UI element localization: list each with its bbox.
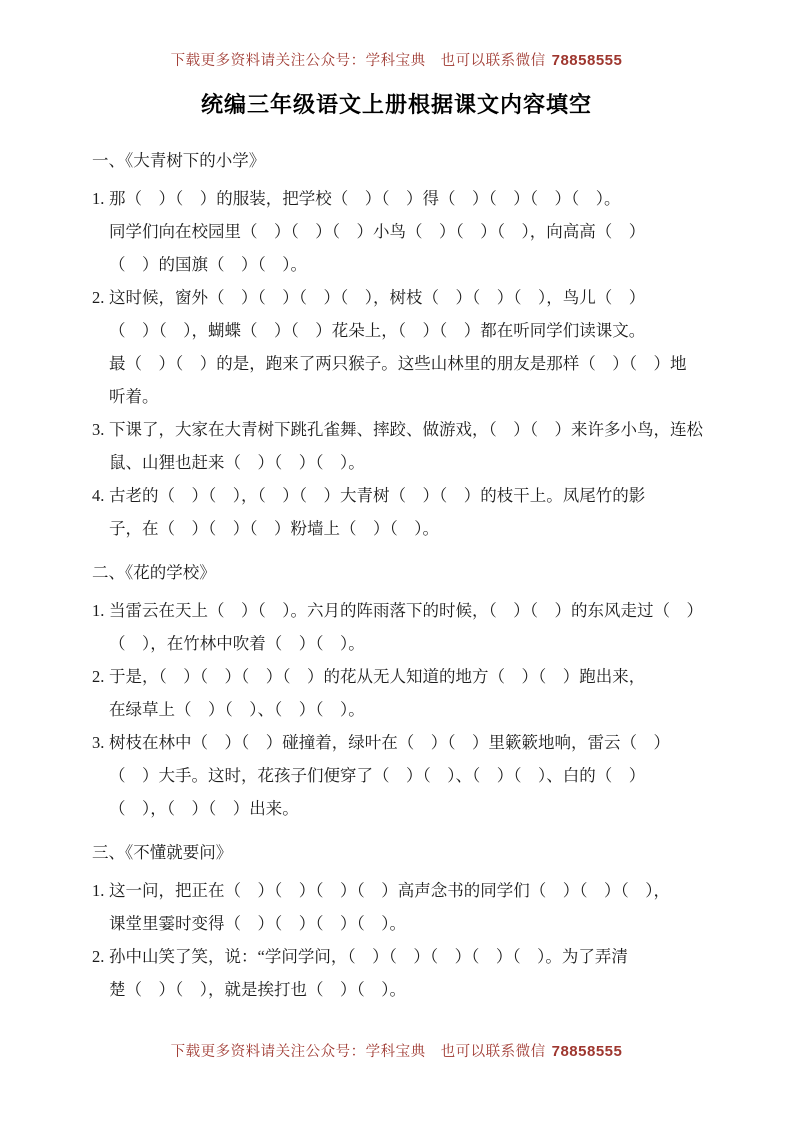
item-text: 树枝在林中（ ）（ ）碰撞着，绿叶在（ ）（ ）里簌簌地响，雷云（ ） (109, 733, 670, 752)
exercise-item (92, 940, 715, 1006)
item-line (92, 281, 715, 314)
item-line: 子，在（ ）（ ）（ ）粉墙上（ ）（ ）。 (109, 519, 439, 538)
exercise-item (92, 281, 715, 413)
header-promo-text: 下载更多资料请关注公众号：学科宝典 也可以联系微信 (170, 53, 546, 69)
item-line (92, 594, 715, 627)
worksheet-body (0, 144, 793, 1006)
item-text: 孙中山笑了笑，说：“学问学问，（ ）（ ）（ ）（ ）（ ）。为了弄清 (109, 947, 628, 966)
exercise-item (92, 594, 715, 660)
item-text: 当雷云在天上（ ）（ ）。六月的阵雨落下的时候，（ ）（ ）的东风走过（ ） (109, 601, 703, 620)
page-title: 统编三年级语文上册根据课文内容填空 (200, 92, 592, 117)
exercise-item (92, 726, 715, 825)
exercise-item (92, 479, 715, 545)
item-line: （ ）大手。这时，花孩子们便穿了（ ）（ ）、（ ）（ ）、白的（ ） (109, 766, 646, 785)
item-line (92, 874, 715, 907)
exercise-item (92, 660, 715, 726)
doc-header (0, 49, 793, 70)
item-text: 这时候，窗外（ ）（ ）（ ）（ ），树枝（ ）（ ）（ ），鸟儿（ ） (109, 288, 646, 307)
section-2 (92, 556, 715, 825)
item-line: （ ）（ ），蝴蝶（ ）（ ）花朵上，（ ）（ ）都在听同学们读课文。 (109, 321, 646, 340)
item-number: 1. (92, 881, 105, 900)
item-number: 2. (92, 667, 105, 686)
item-line: （ ），在竹林中吹着（ ）（ ）。 (109, 634, 365, 653)
item-line: 鼠、山狸也赶来（ ）（ ）（ ）。 (109, 453, 365, 472)
item-line: 同学们向在校园里（ ）（ ）（ ）小鸟（ ）（ ）（ ），向高高（ ） (109, 222, 646, 241)
item-text: 于是，（ ）（ ）（ ）（ ）的花从无人知道的地方（ ）（ ）跑出来， (109, 667, 646, 686)
item-line: 课堂里霎时变得（ ）（ ）（ ）（ ）。 (109, 914, 406, 933)
section-heading: 一、《大青树下的小学》 (92, 151, 266, 170)
item-line (92, 726, 715, 759)
item-line: （ ）的国旗（ ）（ ）。 (109, 255, 307, 274)
item-number: 1. (92, 189, 105, 208)
item-text: 下课了，大家在大青树下跳孔雀舞、摔跤、做游戏，（ ）（ ）来许多小鸟，连松 (109, 420, 703, 439)
item-number: 4. (92, 486, 105, 505)
section-1 (92, 144, 715, 545)
item-line: 在绿草上（ ）（ ）、（ ）（ ）。 (109, 700, 365, 719)
exercise-item (92, 874, 715, 940)
exercise-item (92, 182, 715, 281)
item-line (92, 479, 715, 512)
footer-promo-text: 下载更多资料请关注公众号：学科宝典 也可以联系微信 (170, 1044, 546, 1060)
doc-footer (0, 1040, 793, 1061)
header-wechat-number: 78858555 (551, 52, 623, 69)
item-text: 这一问，把正在（ ）（ ）（ ）（ ）高声念书的同学们（ ）（ ）（ ）， (109, 881, 670, 900)
item-line: 楚（ ）（ ），就是挨打也（ ）（ ）。 (109, 980, 406, 999)
exercise-item (92, 413, 715, 479)
item-number: 3. (92, 420, 105, 439)
item-line: （ ），（ ）（ ）出来。 (109, 799, 299, 818)
footer-wechat-number: 78858555 (551, 1043, 623, 1060)
item-number: 2. (92, 288, 105, 307)
item-text: 古老的（ ）（ ），（ ）（ ）大青树（ ）（ ）的枝干上。凤尾竹的影 (109, 486, 646, 505)
item-text: 那（ ）（ ）的服装，把学校（ ）（ ）得（ ）（ ）（ ）（ ）。 (109, 189, 621, 208)
item-line (92, 413, 715, 446)
item-line (92, 182, 715, 215)
section-3 (92, 836, 715, 1006)
item-line: 最（ ）（ ）的是，跑来了两只猴子。这些山林里的朋友是那样（ ）（ ）地 (109, 354, 687, 373)
item-line: 听着。 (109, 387, 159, 406)
item-line (92, 940, 715, 973)
section-heading: 三、《不懂就要问》 (92, 843, 233, 862)
item-number: 2. (92, 947, 105, 966)
item-number: 1. (92, 601, 105, 620)
item-line (92, 660, 715, 693)
item-number: 3. (92, 733, 105, 752)
section-heading: 二、《花的学校》 (92, 563, 216, 582)
